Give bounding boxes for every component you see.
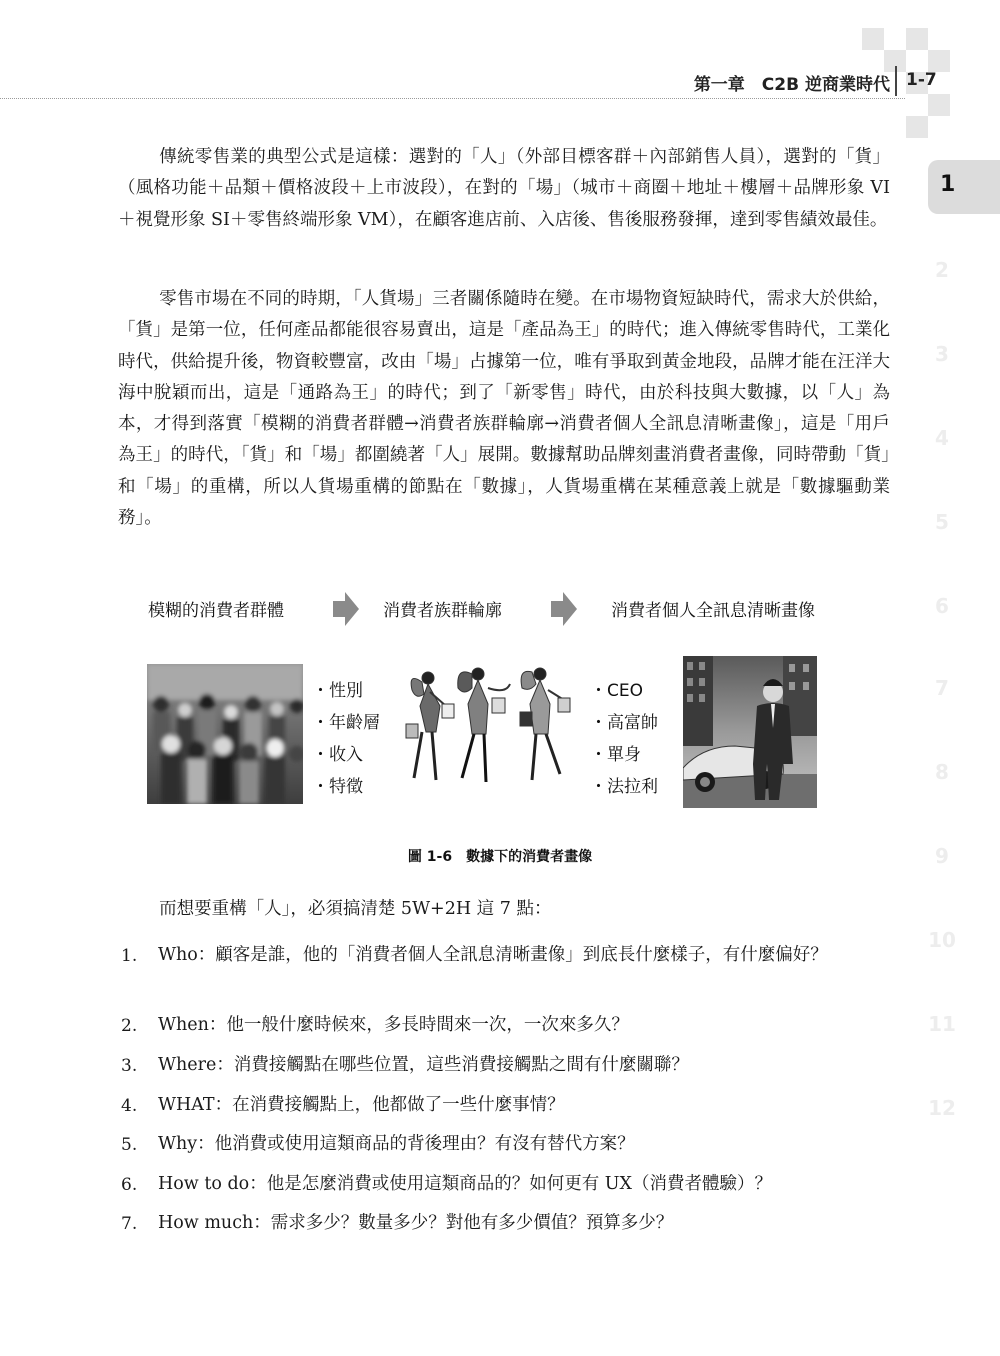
page-number: 1-7: [906, 70, 937, 90]
header-divider: [895, 66, 897, 96]
list-number: 6.: [121, 1175, 138, 1195]
list-item: Where：消費接觸點在哪些位置，這些消費接觸點之間有什麼關聯？: [158, 1055, 689, 1075]
list-item: Who：顧客是誰，他的「消費者個人全訊息清晰畫像」到底長什麼樣子，有什麼偏好？: [158, 945, 828, 965]
list-item: Why：他消費或使用這類商品的背後理由？有沒有替代方案？: [158, 1134, 635, 1154]
shopping-women-illustration: [392, 662, 582, 794]
persona-bullet: ・法拉利: [590, 777, 658, 797]
side-index-item: 12: [928, 1096, 956, 1120]
body-paragraph: 零售市場在不同的時期，「人貨場」三者關係隨時在變。在市場物資短缺時代，需求大於供給，「貨」是第一位，任何產品都能很容易賣出，這是「產品為王」的時代；進入傳統零售時代，工業化時代，供給提升後，物資較豐富，改由「場」占據第一位，唯有爭取到黃金地段，品牌才能在汪洋大海中脫穎而出，這是「通路為王」的時代；到了「新零售」時代，由於科技與大數據，以「人」為本，才得到落實「模糊的消費者群體→消費者族群輪廓→消費者個人全訊息清晰畫像」，這是「用戶為王」的時代，「貨」和「場」都圍繞著「人」展開。數據幫助品牌刻畫消費者畫像，同時帶動「貨」和「場」的重構，所以人貨場重構的節點在「數據」，人貨場重構在某種意義上就是「數據驅動業務」。: [118, 289, 890, 529]
list-item: When：他一般什麼時候來，多長時間來一次，一次來多久？: [158, 1015, 629, 1035]
figure-caption: 圖 1-6 數據下的消費者畫像: [407, 849, 593, 865]
side-index-item: 3: [935, 342, 949, 366]
chapter-tab-label: 1: [940, 172, 956, 197]
list-item: How to do：他是怎麼消費或使用這類商品的？如何更有 UX（消費者體驗）？: [158, 1174, 772, 1194]
side-index-item: 4: [935, 426, 949, 450]
profile-bullet: ・性別: [312, 681, 363, 701]
persona-bullet: ・CEO: [590, 681, 643, 701]
arrow-right-icon: [333, 592, 359, 626]
crowd-photo: [147, 664, 303, 804]
profile-bullet: ・特徵: [312, 777, 363, 797]
stage-label: 消費者個人全訊息清晰畫像: [611, 601, 815, 621]
side-index-item: 5: [935, 510, 949, 534]
stage-label: 模糊的消費者群體: [148, 601, 284, 621]
stage-label: 消費者族群輪廓: [383, 601, 502, 621]
persona-bullet: ・高富帥: [590, 713, 658, 733]
profile-bullet: ・年齡層: [312, 713, 380, 733]
chapter-tab[interactable]: [928, 160, 1000, 214]
chapter-title: 第一章 C2B 逆商業時代: [693, 75, 890, 95]
list-number: 1.: [121, 946, 138, 966]
persona-bullet: ・單身: [590, 745, 641, 765]
side-index-item: 8: [935, 760, 949, 784]
list-number: 3.: [121, 1056, 138, 1076]
side-index-item: 9: [935, 844, 949, 868]
side-index-item: 6: [935, 594, 949, 618]
side-index-item: 10: [928, 928, 956, 952]
arrow-right-icon: [551, 592, 577, 626]
list-number: 7.: [121, 1214, 138, 1234]
list-number: 4.: [121, 1096, 138, 1116]
list-number: 2.: [121, 1016, 138, 1036]
side-index-item: 2: [935, 258, 949, 282]
header-rule: [0, 98, 905, 99]
side-index-item: 7: [935, 676, 949, 700]
side-index-item: 11: [928, 1012, 956, 1036]
body-paragraph: 傳統零售業的典型公式是這樣：選對的「人」（外部目標客群＋內部銷售人員），選對的「貨」（風格功能＋品類＋價格波段＋上市波段），在對的「場」（城市＋商圈＋地址＋樓層＋品牌形象 VI＋視覺形象 SI＋零售終端形象 VM），在顧客進店前、入店後、售後服務發揮，達到零售績效最佳。: [118, 147, 890, 230]
list-item: WHAT：在消費接觸點上，他都做了一些什麼事情？: [158, 1095, 565, 1115]
profile-bullet: ・收入: [312, 745, 363, 765]
list-item: How much：需求多少？數量多少？對他有多少價值？預算多少？: [158, 1213, 674, 1233]
body-paragraph: 而想要重構「人」，必須搞清楚 5W+2H 這 7 點：: [159, 899, 552, 919]
businessman-car-photo: [683, 656, 817, 808]
list-number: 5.: [121, 1135, 138, 1155]
